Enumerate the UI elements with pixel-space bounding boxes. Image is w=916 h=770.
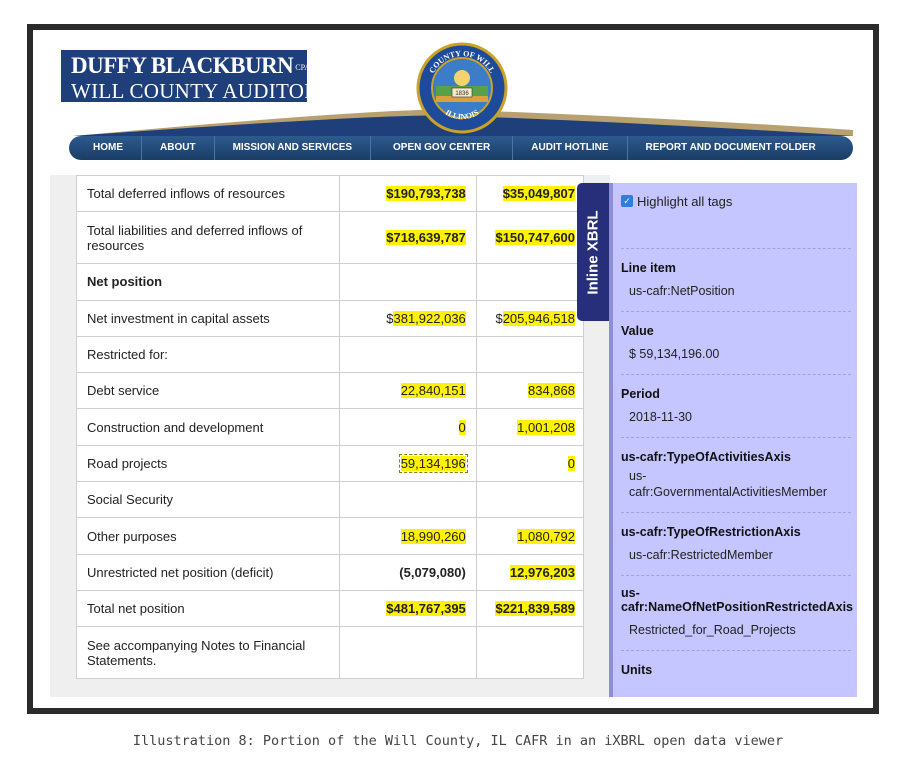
governmental-value-cell (339, 482, 476, 518)
governmental-value-cell (339, 627, 476, 679)
value-value: $ 59,134,196.00 (629, 347, 720, 361)
governmental-value-cell (339, 445, 476, 481)
nav-mission-and-services[interactable]: MISSION AND SERVICES (215, 136, 371, 160)
business-type-value-cell (476, 336, 583, 372)
nav-home[interactable]: HOME (75, 136, 142, 160)
table-row (77, 445, 584, 481)
restriction-axis-value: us-cafr:RestrictedMember (629, 548, 773, 562)
row-label: Other purposes (77, 518, 340, 554)
row-label: Unrestricted net position (deficit) (77, 554, 340, 590)
seal-bottom-text: ILLINOIS (443, 107, 481, 122)
business-type-value-cell (476, 554, 583, 590)
governmental-value: (5,079,080) (399, 564, 466, 580)
business-type-value-cell (476, 482, 583, 518)
table-row (77, 176, 584, 212)
net-position-restricted-axis-label-b: cafr:NameOfNetPositionRestrictedAxis (621, 600, 854, 614)
xbrl-fact-panel (609, 183, 857, 697)
table-row (77, 212, 584, 264)
activities-axis-value (629, 468, 851, 500)
county-seal-icon[interactable] (416, 42, 508, 134)
business-type-value[interactable]: $150,747,600 (495, 230, 575, 246)
currency-prefix: $ (386, 310, 394, 326)
table-row (77, 590, 584, 626)
governmental-value[interactable]: 0 (458, 419, 466, 435)
nav-report-and-document-folder[interactable]: REPORT AND DOCUMENT FOLDER (645, 142, 816, 153)
currency-prefix: $ (495, 310, 503, 326)
seal-year: 1836 (455, 91, 469, 97)
period-value: 2018-11-30 (629, 410, 693, 424)
row-label: Net position (77, 264, 340, 300)
nav-open-gov-center[interactable]: OPEN GOV CENTER (371, 136, 513, 160)
table-row (77, 482, 584, 518)
row-label: Total liabilities and deferred inflows of resources (77, 212, 340, 264)
logo-title: WILL COUNTY AUDITOR (71, 79, 319, 104)
governmental-value-cell (339, 373, 476, 409)
governmental-value[interactable]: $481,767,395 (386, 601, 466, 617)
net-position-restricted-axis-label-a: us- (621, 586, 640, 600)
table-row (77, 336, 584, 372)
business-type-value-cell (476, 300, 583, 336)
business-type-value-cell (476, 590, 583, 626)
row-label: Debt service (77, 373, 340, 409)
governmental-value-cell (339, 518, 476, 554)
business-type-value[interactable]: 12,976,203 (509, 564, 575, 580)
main-nav (69, 136, 853, 160)
line-item-value: us-cafr:NetPosition (629, 284, 735, 298)
table-row (77, 554, 584, 590)
screenshot-frame (27, 24, 879, 714)
table-row (77, 627, 584, 679)
business-type-value-cell (476, 445, 583, 481)
nav-about[interactable]: ABOUT (142, 136, 215, 160)
governmental-value-cell (339, 212, 476, 264)
net-position-restricted-axis-label (621, 586, 854, 614)
nav-audit-hotline[interactable]: AUDIT HOTLINE (513, 136, 627, 160)
row-label: Road projects (77, 445, 340, 481)
governmental-value-cell (339, 336, 476, 372)
table-row (77, 373, 584, 409)
governmental-value-cell (339, 264, 476, 300)
table-row (77, 300, 584, 336)
business-type-value[interactable]: 0 (567, 455, 575, 471)
inline-xbrl-tab-label: Inline XBRL (584, 209, 602, 295)
governmental-value[interactable]: 18,990,260 (400, 528, 466, 544)
units-label: Units (621, 663, 653, 677)
business-type-value[interactable]: 1,001,208 (517, 419, 575, 435)
business-type-value-cell (476, 373, 583, 409)
row-label: Total deferred inflows of resources (77, 176, 340, 212)
business-type-value[interactable]: 834,868 (528, 383, 575, 399)
row-label: Net investment in capital assets (77, 300, 340, 336)
governmental-value[interactable]: $190,793,738 (386, 186, 466, 202)
net-position-restricted-axis-value: Restricted_for_Road_Projects (629, 623, 796, 637)
governmental-value[interactable]: 22,840,151 (400, 383, 466, 399)
governmental-value-cell (339, 300, 476, 336)
period-label: Period (621, 387, 660, 401)
business-type-value[interactable]: $221,839,589 (495, 601, 575, 617)
value-label: Value (621, 324, 654, 338)
line-item-label: Line item (621, 261, 676, 275)
highlight-all-tags-label: Highlight all tags (637, 193, 733, 209)
business-type-value-cell (476, 627, 583, 679)
table-row (77, 264, 584, 300)
row-label: Total net position (77, 590, 340, 626)
auditor-logo[interactable] (61, 50, 354, 104)
activities-axis-value-b: cafr:GovernmentalActivitiesMember (629, 485, 827, 499)
business-type-value-cell (476, 518, 583, 554)
governmental-value[interactable]: 381,922,036 (393, 310, 466, 326)
business-type-value-cell (476, 176, 583, 212)
activities-axis-value-a: us- (629, 469, 647, 483)
row-label: See accompanying Notes to Financial Statements. (77, 627, 340, 679)
governmental-value-cell (339, 590, 476, 626)
table-row (77, 518, 584, 554)
governmental-value[interactable]: 59,134,196 (400, 455, 466, 471)
restriction-axis-label: us-cafr:TypeOfRestrictionAxis (621, 525, 801, 539)
net-position-table (76, 175, 584, 679)
activities-axis-label: us-cafr:TypeOfActivitiesAxis (621, 450, 791, 464)
row-label: Social Security (77, 482, 340, 518)
table-row (77, 409, 584, 445)
inline-xbrl-tab[interactable] (577, 183, 609, 321)
seal-top-text: COUNTY OF WILL (427, 48, 497, 75)
business-type-value-cell (476, 264, 583, 300)
governmental-value[interactable]: $718,639,787 (386, 230, 466, 246)
figure-caption: Illustration 8: Portion of the Will County, IL CAFR in an iXBRL open data viewer (132, 733, 784, 749)
logo-name: DUFFY BLACKBURN (71, 53, 294, 78)
logo-credentials: CPA | CFE | CISA (295, 63, 354, 73)
business-type-value[interactable]: $35,049,807 (502, 186, 575, 202)
checkbox-checked-icon[interactable]: ✓ (621, 195, 633, 207)
row-label: Construction and development (77, 409, 340, 445)
row-label: Restricted for: (77, 336, 340, 372)
governmental-value-cell (339, 554, 476, 590)
business-type-value[interactable]: 1,080,792 (517, 528, 575, 544)
governmental-value-cell (339, 176, 476, 212)
business-type-value[interactable]: 205,946,518 (502, 310, 575, 326)
business-type-value-cell (476, 409, 583, 445)
highlight-all-tags-toggle[interactable] (621, 191, 851, 211)
business-type-value-cell (476, 212, 583, 264)
financial-statement-view (50, 175, 610, 697)
governmental-value-cell (339, 409, 476, 445)
